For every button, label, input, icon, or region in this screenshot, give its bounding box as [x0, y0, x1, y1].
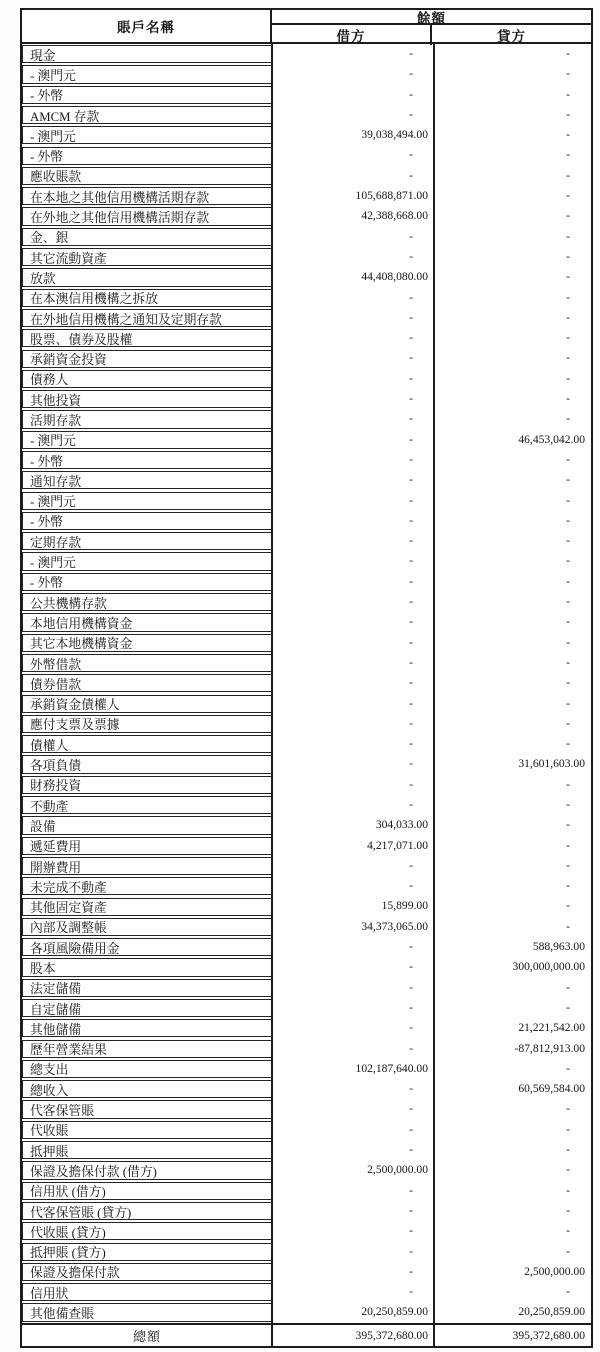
header-balance: 餘額	[272, 10, 591, 25]
debit-cell: -	[409, 432, 413, 446]
table-row	[22, 856, 591, 876]
credit-cell: -	[566, 716, 570, 730]
debit-cell: -	[409, 676, 413, 690]
credit-cell: -	[566, 310, 570, 324]
table-row	[22, 836, 591, 856]
credit-cell: -	[566, 676, 570, 690]
table-row	[22, 389, 591, 409]
account-name-cell: 代收賬 (貸方)	[22, 1222, 272, 1240]
header-account-name: 賬戶名稱	[22, 10, 272, 42]
account-name-cell: - 外幣	[22, 451, 272, 469]
debit-cell: 42,388,668.00	[361, 209, 428, 223]
debit-cell: -	[409, 1224, 413, 1238]
account-name-cell: 代客保管賬	[22, 1100, 272, 1118]
credit-cell: 588,963.00	[532, 940, 585, 954]
total-label: 總額	[132, 1328, 161, 1344]
table-row	[22, 815, 591, 835]
account-name-cell: 各項負債	[22, 755, 272, 773]
account-name-cell: 應收賬款	[22, 167, 272, 185]
account-name-cell: 外幣借款	[22, 654, 272, 672]
table-row	[22, 491, 591, 511]
credit-cell: -	[566, 270, 570, 284]
debit-cell: -	[409, 1143, 413, 1157]
debit-cell: -	[409, 310, 413, 324]
table-row	[22, 1079, 591, 1099]
table-row	[22, 1282, 591, 1302]
total-row	[22, 1323, 591, 1346]
account-name-cell: 本地信用機構資金	[22, 613, 272, 631]
debit-cell: -	[409, 473, 413, 487]
debit-cell: -	[409, 595, 413, 609]
table-row	[22, 206, 591, 226]
credit-cell: -	[566, 1000, 570, 1014]
account-name-cell: 應付支票及票據	[22, 715, 272, 733]
debit-cell: 39,038,494.00	[361, 128, 428, 142]
account-name-cell: 通知存款	[22, 471, 272, 489]
debit-cell: 105,688,871.00	[355, 189, 428, 203]
table-row	[22, 754, 591, 774]
table-row	[22, 105, 591, 125]
table-row	[22, 592, 591, 612]
debit-cell: -	[409, 290, 413, 304]
credit-cell: -	[566, 1102, 570, 1116]
account-name-cell: - 外幣	[22, 147, 272, 165]
credit-cell: -	[566, 696, 570, 710]
account-name-cell: 在本地之其他信用機構活期存款	[22, 187, 272, 205]
debit-cell: 15,899.00	[381, 899, 428, 913]
table-row	[22, 653, 591, 673]
debit-cell: 102,187,640.00	[355, 1061, 428, 1075]
account-name-cell: 其他備查賬	[22, 1303, 272, 1321]
debit-cell: -	[409, 534, 413, 548]
debit-cell: 4,217,071.00	[367, 838, 428, 852]
debit-cell: -	[409, 513, 413, 527]
table-row	[22, 531, 591, 551]
table-row	[22, 1059, 591, 1079]
column-divider-account-debit	[271, 44, 273, 1346]
account-name-cell: 在外地之其他信用機構活期存款	[22, 207, 272, 225]
total-debit-cell: 395,372,680.00	[355, 1328, 428, 1342]
debit-cell: -	[409, 412, 413, 426]
account-name-cell: 不動產	[22, 796, 272, 814]
credit-cell: -	[566, 493, 570, 507]
table-row	[22, 1018, 591, 1038]
credit-cell: 300,000,000.00	[512, 960, 585, 974]
debit-cell: -	[409, 777, 413, 791]
table-row	[22, 1039, 591, 1059]
account-name-cell: 債務人	[22, 370, 272, 388]
credit-cell: -	[566, 1224, 570, 1238]
account-name-cell: 抵押賬 (貸方)	[22, 1243, 272, 1261]
account-name-cell: 定期存款	[22, 532, 272, 550]
credit-cell: -	[566, 107, 570, 121]
table-row	[22, 957, 591, 977]
debit-cell: -	[409, 980, 413, 994]
credit-cell: -	[566, 879, 570, 893]
credit-cell: -	[566, 473, 570, 487]
account-name-cell: 金、銀	[22, 228, 272, 246]
account-name-cell: 未完成不動產	[22, 877, 272, 895]
debit-cell: -	[409, 1102, 413, 1116]
credit-cell: -	[566, 128, 570, 142]
table-row	[22, 145, 591, 165]
credit-cell: -	[566, 1183, 570, 1197]
debit-cell: -	[409, 371, 413, 385]
table-row	[22, 876, 591, 896]
table-row	[22, 1140, 591, 1160]
debit-cell: -	[409, 655, 413, 669]
debit-cell: -	[409, 737, 413, 751]
account-name-cell: 其他投資	[22, 390, 272, 408]
credit-cell: -	[566, 797, 570, 811]
debit-cell: -	[409, 1285, 413, 1299]
table-row	[22, 1120, 591, 1140]
credit-cell: -	[566, 1163, 570, 1177]
credit-cell: 46,453,042.00	[518, 432, 585, 446]
account-name-cell: - 澳門元	[22, 65, 272, 83]
debit-cell: -	[409, 696, 413, 710]
header-balance-group	[272, 10, 591, 42]
credit-cell: -	[566, 574, 570, 588]
debit-cell: 34,373,065.00	[361, 919, 428, 933]
debit-cell: -	[409, 249, 413, 263]
account-name-cell: 放款	[22, 268, 272, 286]
credit-cell: 21,221,542.00	[518, 1021, 585, 1035]
header-debit: 借方	[272, 25, 432, 45]
debit-cell: -	[409, 1041, 413, 1055]
table-row	[22, 166, 591, 186]
credit-cell: -	[566, 737, 570, 751]
account-name-cell: 公共機構存款	[22, 593, 272, 611]
debit-cell: -	[409, 331, 413, 345]
header-credit: 貸方	[497, 29, 526, 44]
debit-cell: 304,033.00	[375, 818, 428, 832]
credit-cell: -	[566, 351, 570, 365]
column-divider-debit-credit	[433, 44, 435, 1346]
debit-cell: -	[409, 1264, 413, 1278]
account-name-cell: 其它本地機構資金	[22, 634, 272, 652]
account-name-cell: 現金	[22, 45, 272, 63]
account-name-cell: AMCM 存款	[22, 106, 272, 124]
credit-cell: 60,569,584.00	[518, 1082, 585, 1096]
credit-cell: -	[566, 899, 570, 913]
credit-cell: -	[566, 47, 570, 60]
account-name-cell: 各項風險備用金	[22, 938, 272, 956]
table-row	[22, 450, 591, 470]
table-row	[22, 633, 591, 653]
account-name-cell: 保證及擔保付款	[22, 1263, 272, 1281]
debit-cell: -	[409, 1183, 413, 1197]
table-body	[22, 44, 591, 1323]
table-row	[22, 978, 591, 998]
credit-cell: -	[566, 534, 570, 548]
account-name-cell: - 澳門元	[22, 126, 272, 144]
table-row	[22, 1099, 591, 1119]
credit-cell: -	[566, 615, 570, 629]
table-row	[22, 1221, 591, 1241]
debit-cell: 2,500,000.00	[367, 1163, 428, 1177]
credit-cell: -	[566, 331, 570, 345]
table-row	[22, 186, 591, 206]
debit-cell: -	[409, 797, 413, 811]
account-name-cell: 財務投資	[22, 776, 272, 794]
table-row	[22, 1242, 591, 1262]
account-name-cell: 承銷資金投資	[22, 350, 272, 368]
credit-cell: -	[566, 1285, 570, 1299]
account-name-cell: 歷年營業結果	[22, 1040, 272, 1058]
debit-cell: -	[409, 879, 413, 893]
credit-cell: -	[566, 209, 570, 223]
account-name-cell: 自定儲備	[22, 999, 272, 1017]
account-name-cell: 保證及擔保付款 (借方)	[22, 1161, 272, 1179]
debit-cell: -	[409, 148, 413, 162]
account-name-cell: 設備	[22, 816, 272, 834]
account-name-cell: 遞延費用	[22, 837, 272, 855]
table-row	[22, 288, 591, 308]
credit-cell: -	[566, 513, 570, 527]
debit-cell: -	[409, 1021, 413, 1035]
account-name-cell: 總支出	[22, 1060, 272, 1078]
debit-cell: -	[409, 1203, 413, 1217]
debit-cell: -	[409, 452, 413, 466]
credit-cell: -	[566, 290, 570, 304]
debit-cell: -	[409, 1082, 413, 1096]
account-name-cell: 其他儲備	[22, 1019, 272, 1037]
credit-cell: -	[566, 392, 570, 406]
table-row	[22, 775, 591, 795]
account-name-cell: 股本	[22, 958, 272, 976]
credit-cell: -	[566, 371, 570, 385]
account-name-cell: 債券借款	[22, 674, 272, 692]
credit-cell: -	[566, 1203, 570, 1217]
table-row	[22, 64, 591, 84]
credit-cell: -	[566, 148, 570, 162]
debit-cell: -	[409, 960, 413, 974]
credit-cell: 20,250,859.00	[518, 1305, 585, 1319]
credit-cell: -	[566, 1061, 570, 1075]
credit-cell: -	[566, 838, 570, 852]
credit-cell: -	[566, 168, 570, 182]
table-row	[22, 470, 591, 490]
credit-cell: 31,601,603.00	[518, 757, 585, 771]
account-name-cell: 開辦費用	[22, 857, 272, 875]
debit-cell: -	[409, 1244, 413, 1258]
table-row	[22, 1181, 591, 1201]
table-row	[22, 734, 591, 754]
account-name-cell: 活期存款	[22, 410, 272, 428]
table-main	[22, 44, 591, 1346]
credit-cell: -87,812,913.00	[514, 1041, 585, 1055]
account-name-cell: - 澳門元	[22, 431, 272, 449]
account-name-cell: - 澳門元	[22, 552, 272, 570]
table-row	[22, 572, 591, 592]
credit-cell: 2,500,000.00	[524, 1264, 585, 1278]
table-row	[22, 267, 591, 287]
credit-cell: -	[566, 412, 570, 426]
table-row	[22, 348, 591, 368]
account-name-cell: 代客保管賬 (貸方)	[22, 1202, 272, 1220]
debit-cell: -	[409, 615, 413, 629]
table-row	[22, 511, 591, 531]
table-row	[22, 673, 591, 693]
table-row	[22, 998, 591, 1018]
account-name-cell: - 外幣	[22, 512, 272, 530]
credit-cell: -	[566, 554, 570, 568]
trial-balance-table	[20, 8, 593, 1348]
account-name-cell: 在本澳信用機構之拆放	[22, 289, 272, 307]
account-name-cell: 信用狀 (借方)	[22, 1182, 272, 1200]
debit-cell: -	[409, 351, 413, 365]
table-row	[22, 409, 591, 429]
table-row	[22, 937, 591, 957]
debit-cell: -	[409, 554, 413, 568]
credit-cell: -	[566, 1244, 570, 1258]
debit-cell: -	[409, 635, 413, 649]
credit-cell: -	[566, 229, 570, 243]
credit-cell: -	[566, 67, 570, 81]
table-row	[22, 917, 591, 937]
table-header	[22, 10, 591, 44]
credit-cell: -	[566, 655, 570, 669]
debit-cell: -	[409, 168, 413, 182]
debit-cell: -	[409, 940, 413, 954]
account-name-cell: 債權人	[22, 735, 272, 753]
debit-cell: -	[409, 47, 413, 60]
credit-cell: -	[566, 87, 570, 101]
table-row	[22, 694, 591, 714]
account-name-cell: - 澳門元	[22, 492, 272, 510]
debit-cell: -	[409, 493, 413, 507]
debit-cell: -	[409, 1122, 413, 1136]
account-name-cell: 其他固定資產	[22, 898, 272, 916]
table-row	[22, 85, 591, 105]
total-credit-cell: 395,372,680.00	[512, 1328, 585, 1342]
credit-cell: -	[566, 595, 570, 609]
account-name-cell: 總收入	[22, 1080, 272, 1098]
table-row	[22, 896, 591, 916]
account-name-cell: 代收賬	[22, 1121, 272, 1139]
table-row	[22, 125, 591, 145]
credit-cell: -	[566, 777, 570, 791]
debit-cell: -	[409, 67, 413, 81]
credit-cell: -	[566, 452, 570, 466]
table-row	[22, 247, 591, 267]
credit-cell: -	[566, 1143, 570, 1157]
table-row	[22, 430, 591, 450]
account-name-cell: 法定儲備	[22, 979, 272, 997]
credit-cell: -	[566, 818, 570, 832]
table-row	[22, 714, 591, 734]
credit-cell: -	[566, 189, 570, 203]
credit-cell: -	[566, 1122, 570, 1136]
debit-cell: -	[409, 107, 413, 121]
table-row	[22, 1160, 591, 1180]
header-sub-row	[272, 25, 591, 45]
debit-cell: -	[409, 87, 413, 101]
table-row	[22, 328, 591, 348]
table-row	[22, 612, 591, 632]
table-row	[22, 795, 591, 815]
account-name-cell: 承銷資金債權人	[22, 695, 272, 713]
account-name-cell: - 外幣	[22, 573, 272, 591]
table-row	[22, 227, 591, 247]
table-row	[22, 369, 591, 389]
debit-cell: -	[409, 392, 413, 406]
credit-cell: -	[566, 249, 570, 263]
debit-cell: 44,408,080.00	[361, 270, 428, 284]
table-row	[22, 551, 591, 571]
debit-cell: 20,250,859.00	[361, 1305, 428, 1319]
debit-cell: -	[409, 229, 413, 243]
credit-cell: -	[566, 858, 570, 872]
table-row	[22, 308, 591, 328]
debit-cell: -	[409, 716, 413, 730]
debit-cell: -	[409, 1000, 413, 1014]
account-name-cell: 內部及調整帳	[22, 918, 272, 936]
table-row	[22, 1201, 591, 1221]
table-row	[22, 1262, 591, 1282]
account-name-cell: 股票、債券及股權	[22, 329, 272, 347]
table-row	[22, 1302, 591, 1322]
debit-cell: -	[409, 574, 413, 588]
account-name-cell: 抵押賬	[22, 1141, 272, 1159]
table-row	[22, 44, 591, 64]
credit-cell: -	[566, 980, 570, 994]
debit-cell: -	[409, 858, 413, 872]
credit-cell: -	[566, 635, 570, 649]
account-name-cell: 信用狀	[22, 1283, 272, 1301]
account-name-cell: 在外地信用機構之通知及定期存款	[22, 309, 272, 327]
account-name-cell: - 外幣	[22, 86, 272, 104]
credit-cell: -	[566, 919, 570, 933]
account-name-cell: 其它流動資產	[22, 248, 272, 266]
debit-cell: -	[409, 757, 413, 771]
